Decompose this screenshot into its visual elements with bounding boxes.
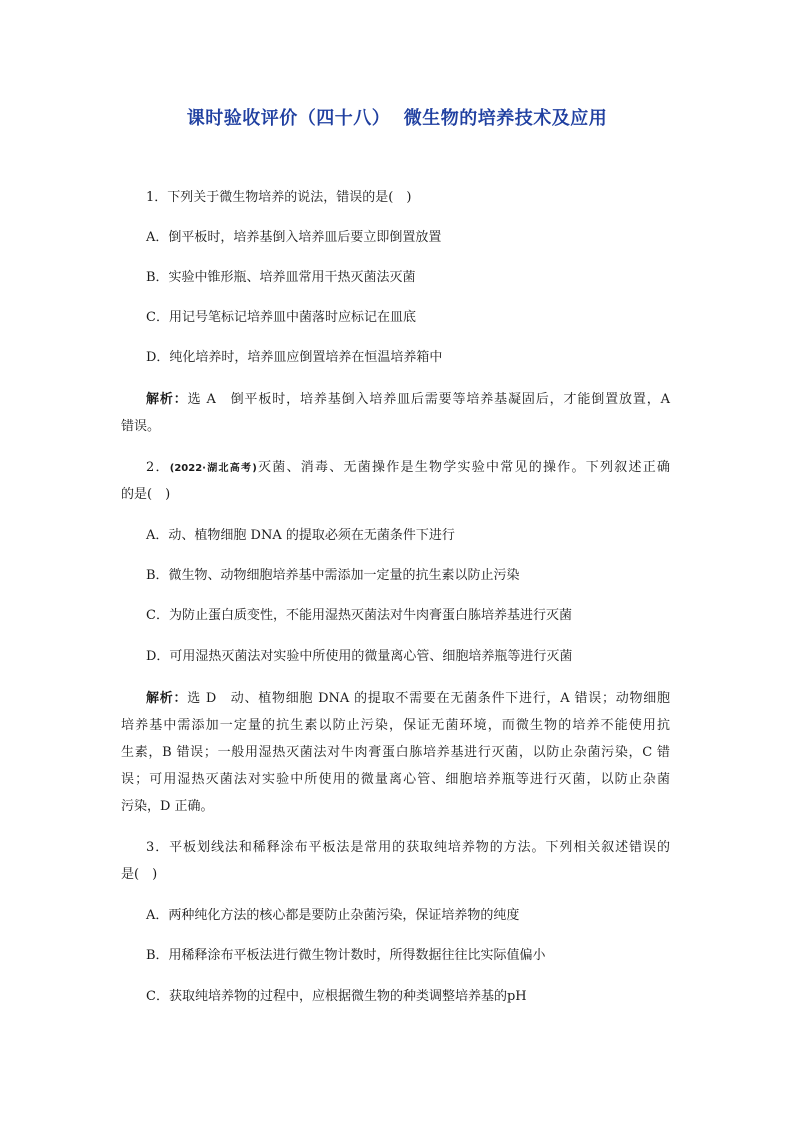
q2-analysis-line-5: 污染，D 正确。 [121,799,214,814]
q2-stem-text: 灭菌、消毒、无菌操作是生物学实验中常见的操作。下列叙述正确 [256,460,670,475]
q2-analysis-line-2: 培养基中需添加一定量的抗生素以防止污染，保证无菌环境，而微生物的培养不能使用抗 [121,718,670,733]
q3-option-c: C．获取纯培养物的过程中，应根据微生物的种类调整培养基的pH [146,989,527,1004]
q2-analysis-label: 解析： [146,691,188,706]
q1-option-b: B．实验中锥形瓶、培养皿常用干热灭菌法灭菌 [146,270,416,285]
q3-option-a: A．两种纯化方法的核心都是要防止杂菌污染，保证培养物的纯度 [146,908,520,923]
q2-analysis-text-1: 选 D 动、植物细胞 DNA 的提取不需要在无菌条件下进行，A 错误；动物细胞 [187,691,670,706]
q2-option-b: B．微生物、动物细胞培养基中需添加一定量的抗生素以防止污染 [146,568,520,583]
q1-analysis-label: 解析： [146,392,188,407]
q2-option-d: D．可用湿热灭菌法对实验中所使用的微量离心管、细胞培养瓶等进行灭菌 [146,649,573,664]
q1-option-a: A．倒平板时，培养基倒入培养皿后要立即倒置放置 [146,230,442,245]
q3-option-b: B．用稀释涂布平板法进行微生物计数时，所得数据往往比实际值偏小 [146,948,546,963]
q2-stem [146,458,670,479]
q2-analysis-line-3: 生素，B 错误；一般用湿热灭菌法对牛肉膏蛋白胨培养基进行灭菌，以防止杂菌污染，C 错 [121,745,670,760]
q2-analysis-line-4: 误；可用湿热灭菌法对实验中所使用的微量离心管、细胞培养瓶等进行灭菌，以防止杂菌 [121,772,670,787]
q2-source: (2022·湖北高考) [169,463,257,474]
q2-option-c: C．为防止蛋白质变性，不能用湿热灭菌法对牛肉膏蛋白胨培养基进行灭菌 [146,608,572,623]
q3-stem-line-2: 是( ) [121,867,158,882]
q3-stem: 3．平板划线法和稀释涂布平板法是常用的获取纯培养物的方法。下列相关叙述错误的 [146,840,670,855]
q2-analysis-line-1 [146,689,670,709]
q2-option-a: A．动、植物细胞 DNA 的提取必须在无菌条件下进行 [146,528,455,543]
q1-analysis-text-1: 选 A 倒平板时，培养基倒入培养皿后需要等培养基凝固后，才能倒置放置，A [187,392,670,407]
q2-number: 2． [146,460,170,475]
q2-stem-line-2: 的是( ) [121,487,171,502]
page-title: 课时验收评价（四十八） 微生物的培养技术及应用 [186,108,608,129]
q1-analysis-line-2: 错误。 [121,419,161,434]
q1-option-c: C．用记号笔标记培养皿中菌落时应标记在皿底 [146,310,416,325]
q1-stem: 1．下列关于微生物培养的说法，错误的是( ) [146,190,412,205]
q1-option-d: D．纯化培养时，培养皿应倒置培养在恒温培养箱中 [146,350,443,365]
q1-analysis-line-1 [146,390,670,410]
